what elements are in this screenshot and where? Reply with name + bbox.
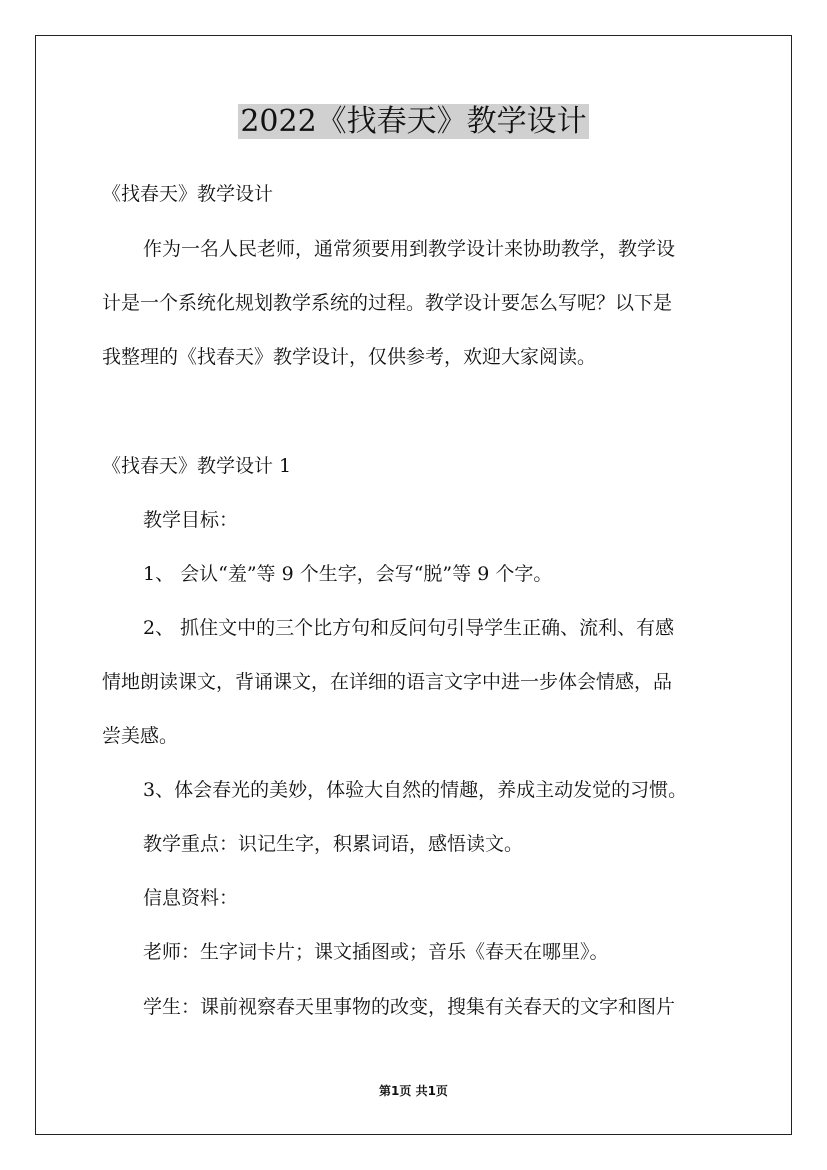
document-title-text: 2022《找春天》教学设计: [240, 104, 587, 139]
page-footer: 第1页 共1页: [379, 1084, 448, 1098]
teacher-resources: 老师：生字词卡片；课文插图或；音乐《春天在哪里》。: [143, 941, 609, 963]
intro-line-3: 我整理的《找春天》教学设计，仅供参考，欢迎大家阅读。: [102, 346, 597, 368]
key-points: 教学重点：识记生字，积累词语，感悟读文。: [143, 833, 524, 855]
objectives-label: 教学目标：: [143, 509, 239, 531]
intro-line-2: 计是一个系统化规划教学系统的过程。教学设计要怎么写呢？以下是: [102, 292, 673, 314]
objective-1: 1、 会认“羞”等 9 个生字，会写“脱”等 9 个字。: [143, 563, 553, 585]
student-resources: 学生：课前视察春天里事物的改变，搜集有关春天的文字和图片: [143, 996, 676, 1018]
document-subtitle: 《找春天》教学设计: [102, 183, 274, 205]
objective-3: 3、体会春光的美妙，体验大自然的情趣，养成主动发觉的习惯。: [143, 779, 688, 801]
objective-2-line-1: 2、 抓住文中的三个比方句和反问句引导学生正确、流利、有感: [143, 617, 675, 639]
document-title: [0, 102, 827, 142]
resources-label: 信息资料：: [143, 887, 239, 909]
section-heading: 《找春天》教学设计 1: [102, 455, 292, 477]
objective-2-line-2: 情地朗读课文，背诵课文，在详细的语言文字中进一步体会情感，品: [102, 671, 673, 693]
intro-line-1: 作为一名人民老师，通常须要用到教学设计来协助教学，教学设: [143, 238, 676, 260]
objective-2-line-3: 尝美感。: [102, 725, 179, 747]
